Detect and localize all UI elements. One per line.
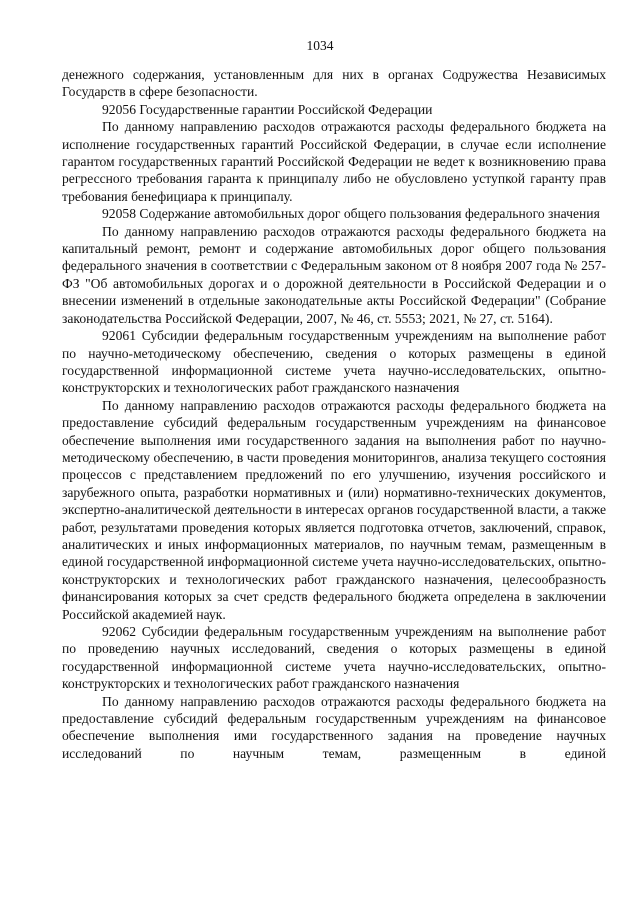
- section-heading-92056: 92056 Государственные гарантии Российской Федерации: [102, 101, 433, 117]
- page-number: 1034: [306, 38, 334, 53]
- section-heading-92062: 92062 Субсидии федеральным государственным учреждениям на выполнение работ по проведению научных исследований, сведения о которых размещены в единой государственной информационной системе учета научно-исследовательских, опытно-конструкторских и технологических работ гражданского назначения: [62, 624, 606, 692]
- section-heading-92061: 92061 Субсидии федеральным государственным учреждениям на выполнение работ по научно-методическому обеспечению, сведения о которых размещены в единой государственной информационной системе учета научно-исследовательских, опытно-конструкторских и технологических работ гражданского назначения: [62, 328, 606, 396]
- section-text-92056: По данному направлению расходов отражаются расходы федерального бюджета на исполнение государственных гарантий Российской Федерации, в случае если исполнение гарантом государственных гарантий Российской Федерации не ведет к возникновению права регрессного требования гаранта к принципалу либо не обусловлено уступкой гаранту прав требования бенефициара к принципалу.: [62, 119, 606, 204]
- section-text-92058: По данному направлению расходов отражаются расходы федерального бюджета на капитальный ремонт, ремонт и содержание автомобильных дорог общего пользования федерального значения в соответствии с Федеральным законом от 8 ноября 2007 года № 257-ФЗ "Об автомобильных дорогах и о дорожной деятельности в Российской Федерации и о внесении изменений в отдельные законодательные акты Российской Федерации" (Собрание законодательства Российской Федерации, 2007, № 46, ст. 5553; 2021, № 27, ст. 5164).: [62, 223, 606, 326]
- section-text-92061: По данному направлению расходов отражаются расходы федерального бюджета на предоставление субсидий федеральным государственным учреждениям на финансовое обеспечение выполнения ими государственного задания на выполнения работ по научно-методическому обеспечению, в части проведения мониторингов, анализа текущего состояния процессов с представлением предложений по его улучшению, изучения российского и зарубежного опыта, разработки нормативных и (или) нормативно-технических документов, экспертно-аналитической деятельности в интересах органов государственной власти, а также работ, результатами проведения которых является подготовка отчетов, заключений, справок, аналитических и иных информационных материалов, по научным темам, размещенным в единой государственной информационной системе учета научно-исследовательских, опытно-конструкторских и технологических работ гражданского назначения, целесообразность финансирования которых за счет средств федерального бюджета определена в заключении Российской академией наук.: [62, 397, 606, 622]
- continued-paragraph: денежного содержания, установленным для них в органах Содружества Независимых Государств в сфере безопасности.: [62, 67, 606, 100]
- section-text-92062: По данному направлению расходов отражаются расходы федерального бюджета на предоставление субсидий федеральным государственным учреждениям на финансовое обеспечение выполнения ими государственного задания на проведение научных исследований по научным темам, размещенным в единой: [62, 693, 606, 761]
- section-heading-92058: 92058 Содержание автомобильных дорог общего пользования федерального значения: [102, 206, 600, 222]
- document-body: [62, 66, 606, 762]
